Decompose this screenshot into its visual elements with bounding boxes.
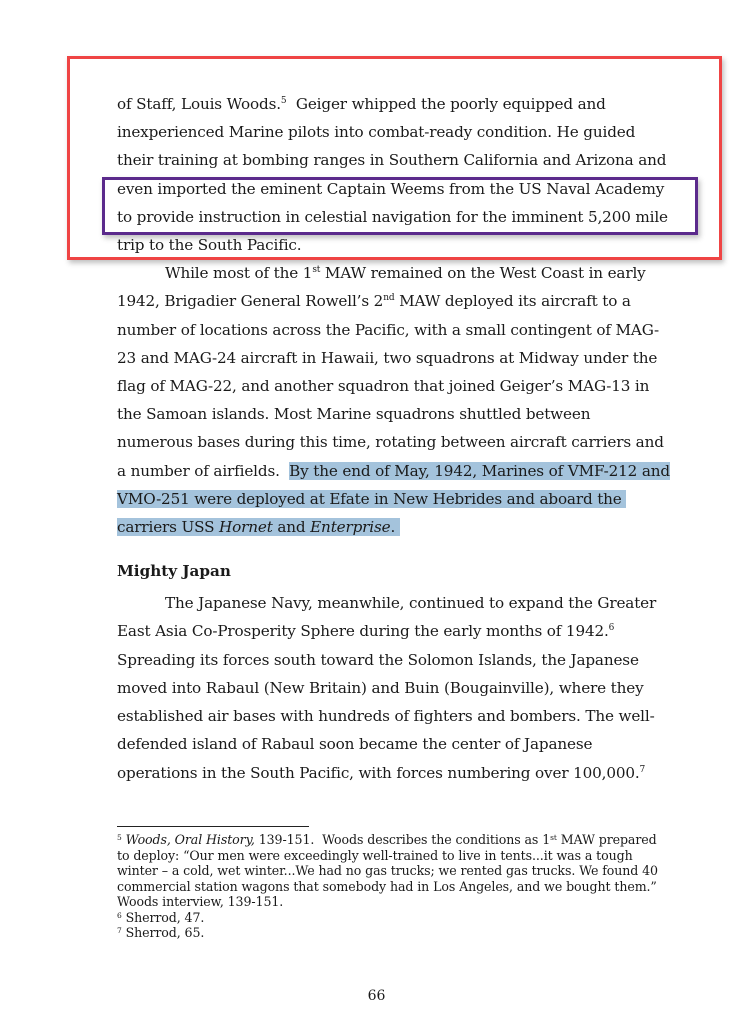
highlighted-text[interactable]: By the end of May, 1942, Marines of VMF-212 and xyxy=(289,462,670,480)
body-line xyxy=(117,489,626,509)
footnote-6: $^6$ Sherrod, 47. xyxy=(117,910,205,925)
highlighted-text[interactable]: VMO-251 were deployed at Efate in New Hebrides and aboard the xyxy=(117,490,627,508)
body-line: Spreading its forces south toward the Solomon Islands, the Japanese xyxy=(117,651,639,669)
footnote-ref-5[interactable]: 5 xyxy=(280,96,287,106)
body-line: number of locations across the Pacific, with a small contingent of MAG- xyxy=(117,321,659,339)
body-line: even imported the eminent Captain Weems from the US Naval Academy xyxy=(117,180,665,198)
body-line: trip to the South Pacific. xyxy=(117,236,302,254)
footnote-ref-6[interactable]: 6 xyxy=(608,623,615,633)
body-line: numerous bases during this time, rotating between aircraft carriers and xyxy=(117,433,664,451)
body-line: operations in the South Pacific, with forces numbering over 100,000.$^7$ xyxy=(117,764,646,782)
body-line: defended island of Rabaul soon became the center of Japanese xyxy=(117,735,593,753)
body-line: flag of MAG-22, and another squadron that joined Geiger’s MAG-13 in xyxy=(117,377,650,395)
body-line: of Staff, Louis Woods.$^5$ Geiger whipped the poorly equipped and xyxy=(117,95,606,113)
body-line xyxy=(117,517,400,537)
footnote-separator xyxy=(117,826,309,827)
body-line: moved into Rabaul (New Britain) and Buin (Bougainville), where they xyxy=(117,679,644,697)
footnote-ref-7[interactable]: 7 xyxy=(639,765,646,775)
body-line: 23 and MAG-24 aircraft in Hawaii, two squadrons at Midway under the xyxy=(117,349,658,367)
body-line: East Asia Co-Prosperity Sphere during the early months of 1942.$^6$ xyxy=(117,622,615,640)
body-line: inexperienced Marine pilots into combat-ready condition. He guided xyxy=(117,123,636,141)
footnote-line: winter – a cold, wet winter...We had no gas trucks; we rented gas trucks. We found 40 xyxy=(117,863,658,878)
page-number: 66 xyxy=(367,988,386,1004)
body-line: The Japanese Navy, meanwhile, continued to expand the Greater xyxy=(165,594,657,612)
body-line: a number of airfields. By the end of May, 1942, Marines of VMF-212 and xyxy=(117,462,670,480)
footnote-line: Woods interview, 139-151. xyxy=(117,894,284,909)
body-line: 1942, Brigadier General Rowell’s 2nd MAW deployed its aircraft to a xyxy=(117,292,631,310)
section-heading: Mighty Japan xyxy=(117,562,231,580)
body-line: established air bases with hundreds of fighters and bombers. The well- xyxy=(117,707,655,725)
highlighted-text[interactable]: carriers USS Hornet and Enterprise. xyxy=(117,518,400,536)
footnote-line: to deploy: “Our men were exceedingly well-trained to live in tents...it was a tough xyxy=(117,848,633,863)
body-line: their training at bombing ranges in Southern California and Arizona and xyxy=(117,151,667,169)
footnote-7: $^7$ Sherrod, 65. xyxy=(117,925,205,940)
body-line: to provide instruction in celestial navigation for the imminent 5,200 mile xyxy=(117,208,668,226)
footnote-line: commercial station wagons that somebody had in Los Angeles, and we bought them.” xyxy=(117,879,657,894)
body-line: While most of the 1st MAW remained on the West Coast in early xyxy=(165,264,646,282)
purple-annotation-box xyxy=(102,177,698,235)
body-line: the Samoan islands. Most Marine squadrons shuttled between xyxy=(117,405,591,423)
footnote-5: $^5$ Woods, Oral History, 139-151. Woods describes the conditions as 1st MAW prepared xyxy=(117,832,657,847)
